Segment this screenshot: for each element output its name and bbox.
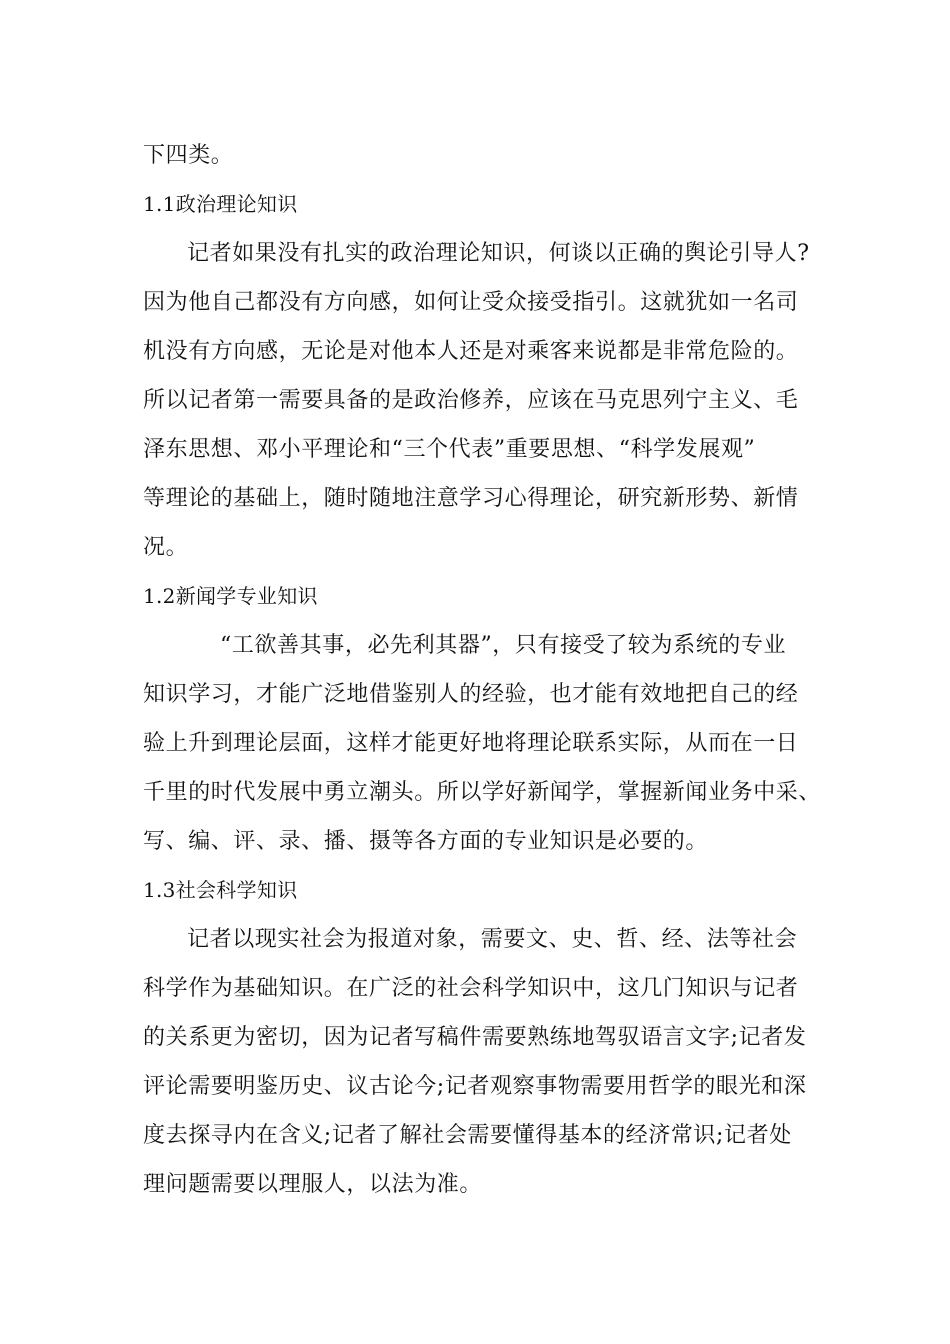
paragraph-line: 千里的时代发展中勇立潮头。所以学好新闻学，掌握新闻业务中采、: [143, 780, 822, 805]
paragraph-line: 写、编、评、录、播、摄等各方面的专业知识是必要的。: [143, 829, 709, 854]
paragraph-line: 机没有方向感，无论是对他本人还是对乘客来说都是非常危险的。: [143, 339, 799, 364]
paragraph-line: 况。: [143, 535, 189, 560]
section-heading: 1.2新闻学专业知识: [143, 584, 318, 608]
paragraph-line: 科学作为基础知识。在广泛的社会科学知识中，这几门知识与记者: [143, 976, 799, 1001]
section-heading: 1.1政治理论知识: [143, 192, 298, 216]
paragraph-line: 泽东思想、邓小平理论和“三个代表”重要思想、“科学发展观”: [143, 437, 756, 462]
paragraph-line: 验上升到理论层面，这样才能更好地将理论联系实际，从而在一日: [143, 731, 799, 756]
paragraph-line: 度去探寻内在含义;记者了解社会需要懂得基本的经济常识;记者处: [143, 1123, 792, 1148]
paragraph-line: 下四类。: [143, 143, 234, 168]
paragraph-line: 记者如果没有扎实的政治理论知识，何谈以正确的舆论引导人?: [187, 241, 810, 266]
paragraph-line: 的关系更为密切，因为记者写稿件需要熟练地驾驭语言文字;记者发: [143, 1025, 807, 1050]
paragraph-line: 因为他自己都没有方向感，如何让受众接受指引。这就犹如一名司: [143, 290, 799, 315]
paragraph-line: 记者以现实社会为报道对象，需要文、史、哲、经、法等社会: [187, 927, 798, 952]
paragraph-line: 理问题需要以理服人，以法为准。: [143, 1172, 483, 1197]
section-heading: 1.3社会科学知识: [143, 878, 298, 902]
paragraph-line: 所以记者第一需要具备的是政治修养，应该在马克思列宁主义、毛: [143, 388, 799, 413]
paragraph-line: 知识学习，才能广泛地借鉴别人的经验，也才能有效地把自己的经: [143, 682, 799, 707]
paragraph-line: 评论需要明鉴历史、议古论今;记者观察事物需要用哲学的眼光和深: [143, 1074, 807, 1099]
paragraph-line: 等理论的基础上，随时随地注意学习心得理论，研究新形势、新情: [143, 486, 799, 511]
document-body: [143, 131, 823, 1209]
paragraph-line: “工欲善其事，必先利其器”，只有接受了较为系统的专业: [220, 633, 787, 658]
